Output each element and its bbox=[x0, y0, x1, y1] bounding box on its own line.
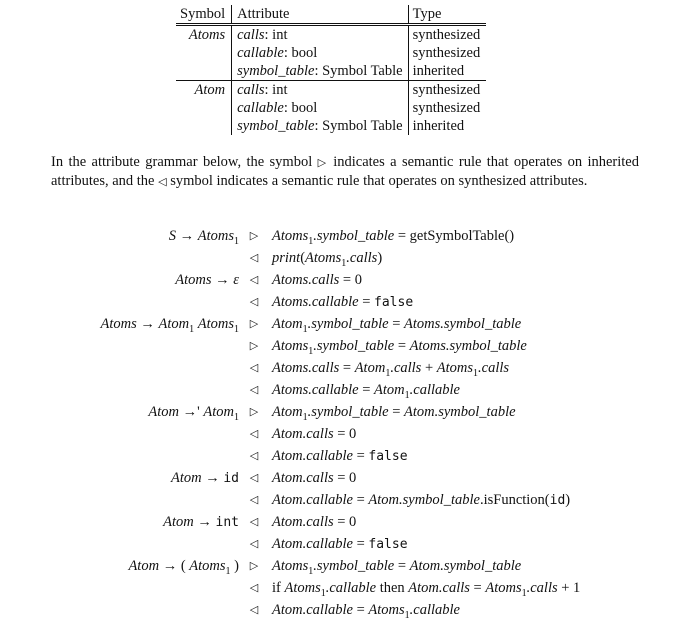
grammar.1.rule-token: Atoms bbox=[305, 250, 342, 266]
grammar.7.rule-token: = bbox=[358, 382, 375, 398]
grammar.1.rule-token: 1 bbox=[341, 257, 347, 269]
type-cell: inherited bbox=[412, 118, 465, 134]
grammar.15.rule-token: = bbox=[394, 558, 410, 574]
grammar.4.lhs-token: Atoms bbox=[197, 316, 234, 332]
intro-paragraph bbox=[51, 153, 639, 191]
synthesized-rule-marker: ◁ bbox=[249, 296, 259, 308]
grammar.7.rule-token: Atoms.callable bbox=[272, 382, 359, 398]
synthesized-rule-marker: ◁ bbox=[249, 494, 259, 506]
attribute-type: : bool bbox=[283, 100, 318, 116]
grammar.17.rule-token: .callable bbox=[409, 602, 460, 618]
semantic-rule bbox=[272, 291, 413, 314]
grammar.13.rule-token: = 0 bbox=[333, 514, 357, 530]
semantic-rule bbox=[272, 467, 356, 489]
synthesized-rule-marker: ◁ bbox=[249, 252, 259, 264]
grammar.10.rule-token: false bbox=[368, 449, 408, 464]
grammar-row bbox=[0, 511, 673, 533]
grammar.0.rule-token: .symbol_table bbox=[313, 228, 395, 244]
grammar.8.lhs-token: Atom bbox=[203, 404, 234, 420]
inherited-rule-marker: ▷ bbox=[249, 406, 259, 418]
grammar.15.rule-token: 1 bbox=[308, 565, 314, 577]
semantic-rule bbox=[272, 445, 408, 468]
grammar.4.lhs-token: 1 bbox=[234, 323, 239, 335]
synthesized-rule-symbol: ◁ bbox=[158, 176, 167, 188]
grammar.4.lhs-token: 1 bbox=[189, 323, 195, 335]
grammar.16.rule-token: 1 bbox=[320, 587, 326, 599]
type-cell: inherited bbox=[412, 63, 465, 79]
synthesized-rule-marker: ◁ bbox=[249, 450, 259, 462]
attribute-type: : bool bbox=[283, 45, 318, 61]
grammar.2.rule-token: = 0 bbox=[339, 272, 362, 288]
synthesized-rule-marker: ◁ bbox=[249, 428, 259, 440]
grammar.0.rule-token: 1 bbox=[308, 235, 314, 247]
grammar.11.rule-token: Atom.calls bbox=[272, 470, 334, 486]
grammar.16.rule-token: Atoms bbox=[284, 580, 321, 596]
grammar-row bbox=[0, 401, 673, 423]
symbol-cell bbox=[176, 99, 232, 117]
grammar-row bbox=[0, 445, 673, 467]
grammar.17.rule-token: = bbox=[352, 602, 369, 618]
inherited-rule-marker: ▷ bbox=[249, 340, 259, 352]
synthesized-rule-marker: ◁ bbox=[249, 274, 259, 286]
grammar.17.rule-token: Atom.callable bbox=[272, 602, 353, 618]
header-attribute: Attribute bbox=[232, 5, 408, 25]
intro-text: symbol indicates a semantic rule that operates on synthesized attributes. bbox=[166, 173, 588, 189]
attribute-grammar bbox=[0, 225, 673, 621]
grammar.0.lhs-token: → bbox=[176, 228, 198, 244]
grammar.11.lhs-token: Atom bbox=[170, 470, 202, 486]
attribute-name: calls bbox=[237, 82, 265, 98]
grammar-row bbox=[0, 489, 673, 511]
grammar.2.lhs-token: → bbox=[211, 272, 234, 288]
grammar.15.lhs-token: → ( bbox=[159, 558, 190, 574]
grammar-row bbox=[0, 335, 673, 357]
grammar.10.rule-token: Atom.callable bbox=[272, 448, 353, 464]
grammar.9.rule-token: Atom.calls bbox=[272, 426, 334, 442]
table-row bbox=[176, 99, 486, 117]
grammar.16.rule-token: 1 bbox=[521, 587, 527, 599]
symbol-cell bbox=[176, 44, 232, 62]
grammar.8.lhs-token: Atom bbox=[148, 404, 180, 420]
grammar.11.rule-token: = 0 bbox=[333, 470, 357, 486]
attribute-name: symbol_table bbox=[237, 63, 315, 79]
grammar.14.rule-token: false bbox=[368, 537, 408, 552]
grammar.13.rule-token: Atom.calls bbox=[272, 514, 334, 530]
grammar.11.lhs-token: id bbox=[223, 471, 239, 486]
grammar.1.rule-token: print bbox=[272, 250, 301, 266]
grammar.7.rule-token: .callable bbox=[409, 382, 460, 398]
grammar-row bbox=[0, 555, 673, 577]
grammar.3.rule-token: Atoms.callable bbox=[272, 294, 359, 310]
attribute-type: : int bbox=[264, 27, 288, 43]
grammar.8.rule-token: Atom bbox=[272, 404, 303, 420]
synthesized-rule-marker: ◁ bbox=[249, 538, 259, 550]
attribute-cell bbox=[232, 62, 408, 81]
grammar.12.rule-token: Atom.symbol_table bbox=[368, 492, 480, 508]
attribute-cell bbox=[232, 25, 408, 45]
grammar.7.rule-token: Atom bbox=[374, 382, 405, 398]
attribute-name: symbol_table bbox=[237, 118, 315, 134]
grammar.15.lhs-token: Atom bbox=[128, 558, 160, 574]
table-row bbox=[176, 62, 486, 81]
attribute-cell bbox=[232, 44, 408, 62]
grammar-row bbox=[0, 247, 673, 269]
grammar.5.rule-token: Atoms.symbol_table bbox=[409, 338, 527, 354]
symbol-cell bbox=[176, 62, 232, 81]
grammar.4.lhs-token: → bbox=[136, 316, 159, 332]
grammar.16.rule-token: Atom.calls bbox=[408, 580, 470, 596]
grammar.4.lhs-token: Atoms bbox=[100, 316, 137, 332]
production-lhs bbox=[171, 467, 239, 490]
grammar.16.rule-token: .calls bbox=[526, 580, 558, 596]
grammar.8.rule-token: 1 bbox=[302, 411, 308, 423]
grammar-row bbox=[0, 423, 673, 445]
type-cell: synthesized bbox=[412, 45, 481, 61]
semantic-rule bbox=[272, 599, 460, 627]
symbol-cell bbox=[176, 117, 232, 135]
grammar.13.lhs-token: → bbox=[193, 514, 216, 530]
table-header-row bbox=[176, 5, 486, 25]
attribute-name: callable bbox=[237, 45, 284, 61]
grammar.17.rule-token: Atoms bbox=[368, 602, 405, 618]
semantic-rule bbox=[272, 269, 362, 291]
table-row bbox=[176, 25, 486, 45]
grammar.6.rule-token: Atoms.calls bbox=[272, 360, 340, 376]
grammar.13.lhs-token: Atom bbox=[163, 514, 194, 530]
grammar-row bbox=[0, 599, 673, 621]
grammar.6.rule-token: Atoms bbox=[436, 360, 474, 376]
grammar-row bbox=[0, 577, 673, 599]
grammar.4.lhs-token: Atom bbox=[158, 316, 190, 332]
grammar.4.rule-token: .symbol_table bbox=[307, 316, 389, 332]
attribute-table bbox=[176, 5, 486, 135]
grammar.5.rule-token: Atoms bbox=[272, 338, 309, 354]
synthesized-rule-marker: ◁ bbox=[249, 516, 259, 528]
grammar.16.rule-token: if bbox=[272, 580, 285, 596]
inherited-rule-marker: ▷ bbox=[249, 318, 259, 330]
grammar.15.rule-token: .symbol_table bbox=[313, 558, 395, 574]
grammar.6.rule-token: + bbox=[421, 360, 437, 376]
attribute-type: : Symbol Table bbox=[314, 63, 403, 79]
grammar-row bbox=[0, 357, 673, 379]
grammar.16.rule-token: = bbox=[469, 580, 486, 596]
grammar.8.rule-token: = bbox=[388, 404, 404, 420]
grammar.8.rule-token: .symbol_table bbox=[307, 404, 389, 420]
table-row bbox=[176, 117, 486, 135]
type-cell: synthesized bbox=[408, 81, 486, 100]
attribute-cell bbox=[232, 117, 408, 135]
grammar.1.rule-token: ( bbox=[300, 250, 306, 266]
grammar.6.rule-token: 1 bbox=[385, 367, 391, 379]
grammar.13.lhs-token: int bbox=[215, 515, 239, 530]
grammar-row bbox=[0, 225, 673, 247]
grammar.0.rule-token: Atoms bbox=[272, 228, 309, 244]
grammar.4.rule-token: Atom bbox=[272, 316, 303, 332]
grammar.12.rule-token: ) bbox=[565, 492, 571, 508]
grammar.0.lhs-token: Atoms bbox=[197, 228, 234, 244]
grammar.6.rule-token: .calls bbox=[390, 360, 422, 376]
grammar.3.rule-token: false bbox=[374, 295, 414, 310]
grammar-row bbox=[0, 269, 673, 291]
synthesized-rule-marker: ◁ bbox=[249, 472, 259, 484]
intro-text: In the attribute grammar below, the symbol bbox=[51, 154, 318, 170]
production-lhs bbox=[175, 269, 239, 291]
grammar.14.rule-token: Atom.callable bbox=[272, 536, 353, 552]
grammar-row bbox=[0, 379, 673, 401]
grammar.17.rule-token: 1 bbox=[404, 609, 410, 621]
grammar.5.rule-token: .symbol_table bbox=[313, 338, 395, 354]
inherited-rule-marker: ▷ bbox=[249, 230, 259, 242]
inherited-rule-symbol: ▷ bbox=[317, 157, 328, 169]
grammar.7.rule-token: 1 bbox=[404, 389, 410, 401]
grammar.2.lhs-token: Atoms bbox=[175, 272, 212, 288]
grammar.5.rule-token: 1 bbox=[308, 345, 314, 357]
grammar.6.rule-token: .calls bbox=[478, 360, 510, 376]
grammar.1.rule-token: ) bbox=[377, 250, 383, 266]
grammar.9.rule-token: = 0 bbox=[333, 426, 357, 442]
grammar.12.rule-token: id bbox=[549, 493, 566, 508]
grammar.16.rule-token: .callable bbox=[325, 580, 377, 596]
grammar.16.rule-token: + 1 bbox=[557, 580, 581, 596]
grammar.16.rule-token: Atoms bbox=[485, 580, 522, 596]
grammar.15.rule-token: Atom.symbol_table bbox=[409, 558, 522, 574]
attribute-type: : int bbox=[264, 82, 288, 98]
grammar.11.lhs-token: → bbox=[201, 470, 224, 486]
synthesized-rule-marker: ◁ bbox=[249, 604, 259, 616]
type-cell: synthesized bbox=[412, 100, 481, 116]
grammar.0.rule-token: = getSymbolTable() bbox=[394, 228, 515, 244]
grammar.16.rule-token: then bbox=[376, 580, 409, 596]
grammar.12.rule-token: .isFunction( bbox=[479, 492, 550, 508]
header-symbol: Symbol bbox=[176, 5, 232, 25]
symbol-cell: Atoms bbox=[176, 25, 232, 45]
intro-text: indicates a semantic rule that operates on inherited attributes, and the bbox=[51, 154, 639, 189]
semantic-rule bbox=[272, 423, 356, 445]
grammar.15.lhs-token: 1 bbox=[225, 565, 231, 577]
header-type: Type bbox=[408, 5, 486, 25]
semantic-rule bbox=[272, 511, 356, 533]
grammar-row bbox=[0, 533, 673, 555]
grammar.1.rule-token: .calls bbox=[346, 250, 378, 266]
inherited-rule-marker: ▷ bbox=[249, 560, 259, 572]
attribute-name: calls bbox=[237, 27, 265, 43]
attribute-name: callable bbox=[237, 100, 284, 116]
symbol-cell: Atom bbox=[176, 81, 232, 100]
table-row bbox=[176, 44, 486, 62]
grammar.4.rule-token: = bbox=[388, 316, 404, 332]
grammar.8.lhs-token: ' bbox=[197, 404, 200, 420]
production-lhs bbox=[163, 511, 239, 534]
grammar.14.rule-token: = bbox=[352, 536, 369, 552]
synthesized-rule-marker: ◁ bbox=[249, 384, 259, 396]
grammar.8.lhs-token: 1 bbox=[234, 411, 239, 423]
grammar.12.rule-token: Atom.callable bbox=[272, 492, 353, 508]
grammar.3.rule-token: = bbox=[358, 294, 375, 310]
grammar.15.lhs-token: ) bbox=[230, 558, 239, 574]
semantic-rule bbox=[272, 533, 408, 556]
grammar.0.lhs-token: 1 bbox=[234, 235, 239, 247]
grammar.2.rule-token: Atoms.calls bbox=[272, 272, 340, 288]
semantic-rule bbox=[272, 489, 570, 512]
grammar.0.lhs-token: S bbox=[168, 228, 176, 244]
grammar.2.lhs-token: ε bbox=[233, 272, 239, 288]
attribute-cell bbox=[232, 81, 408, 100]
grammar.6.rule-token: 1 bbox=[473, 367, 479, 379]
synthesized-rule-marker: ◁ bbox=[249, 362, 259, 374]
grammar.10.rule-token: = bbox=[352, 448, 369, 464]
grammar-row bbox=[0, 313, 673, 335]
grammar.4.rule-token: 1 bbox=[302, 323, 308, 335]
grammar-row bbox=[0, 467, 673, 489]
grammar.8.lhs-token: → bbox=[179, 404, 198, 420]
grammar.8.rule-token: Atom.symbol_table bbox=[404, 404, 516, 420]
grammar.15.lhs-token: Atoms bbox=[189, 558, 226, 574]
grammar-row bbox=[0, 291, 673, 313]
synthesized-rule-marker: ◁ bbox=[249, 582, 259, 594]
attribute-type: : Symbol Table bbox=[314, 118, 403, 134]
table-row bbox=[176, 81, 486, 100]
attribute-cell bbox=[232, 99, 408, 117]
grammar.4.rule-token: Atoms.symbol_table bbox=[404, 316, 522, 332]
grammar.5.rule-token: = bbox=[394, 338, 410, 354]
grammar.15.rule-token: Atoms bbox=[272, 558, 309, 574]
grammar.12.rule-token: = bbox=[352, 492, 369, 508]
grammar.6.rule-token: = bbox=[339, 360, 355, 376]
grammar.6.rule-token: Atom bbox=[354, 360, 386, 376]
type-cell: synthesized bbox=[412, 27, 481, 43]
